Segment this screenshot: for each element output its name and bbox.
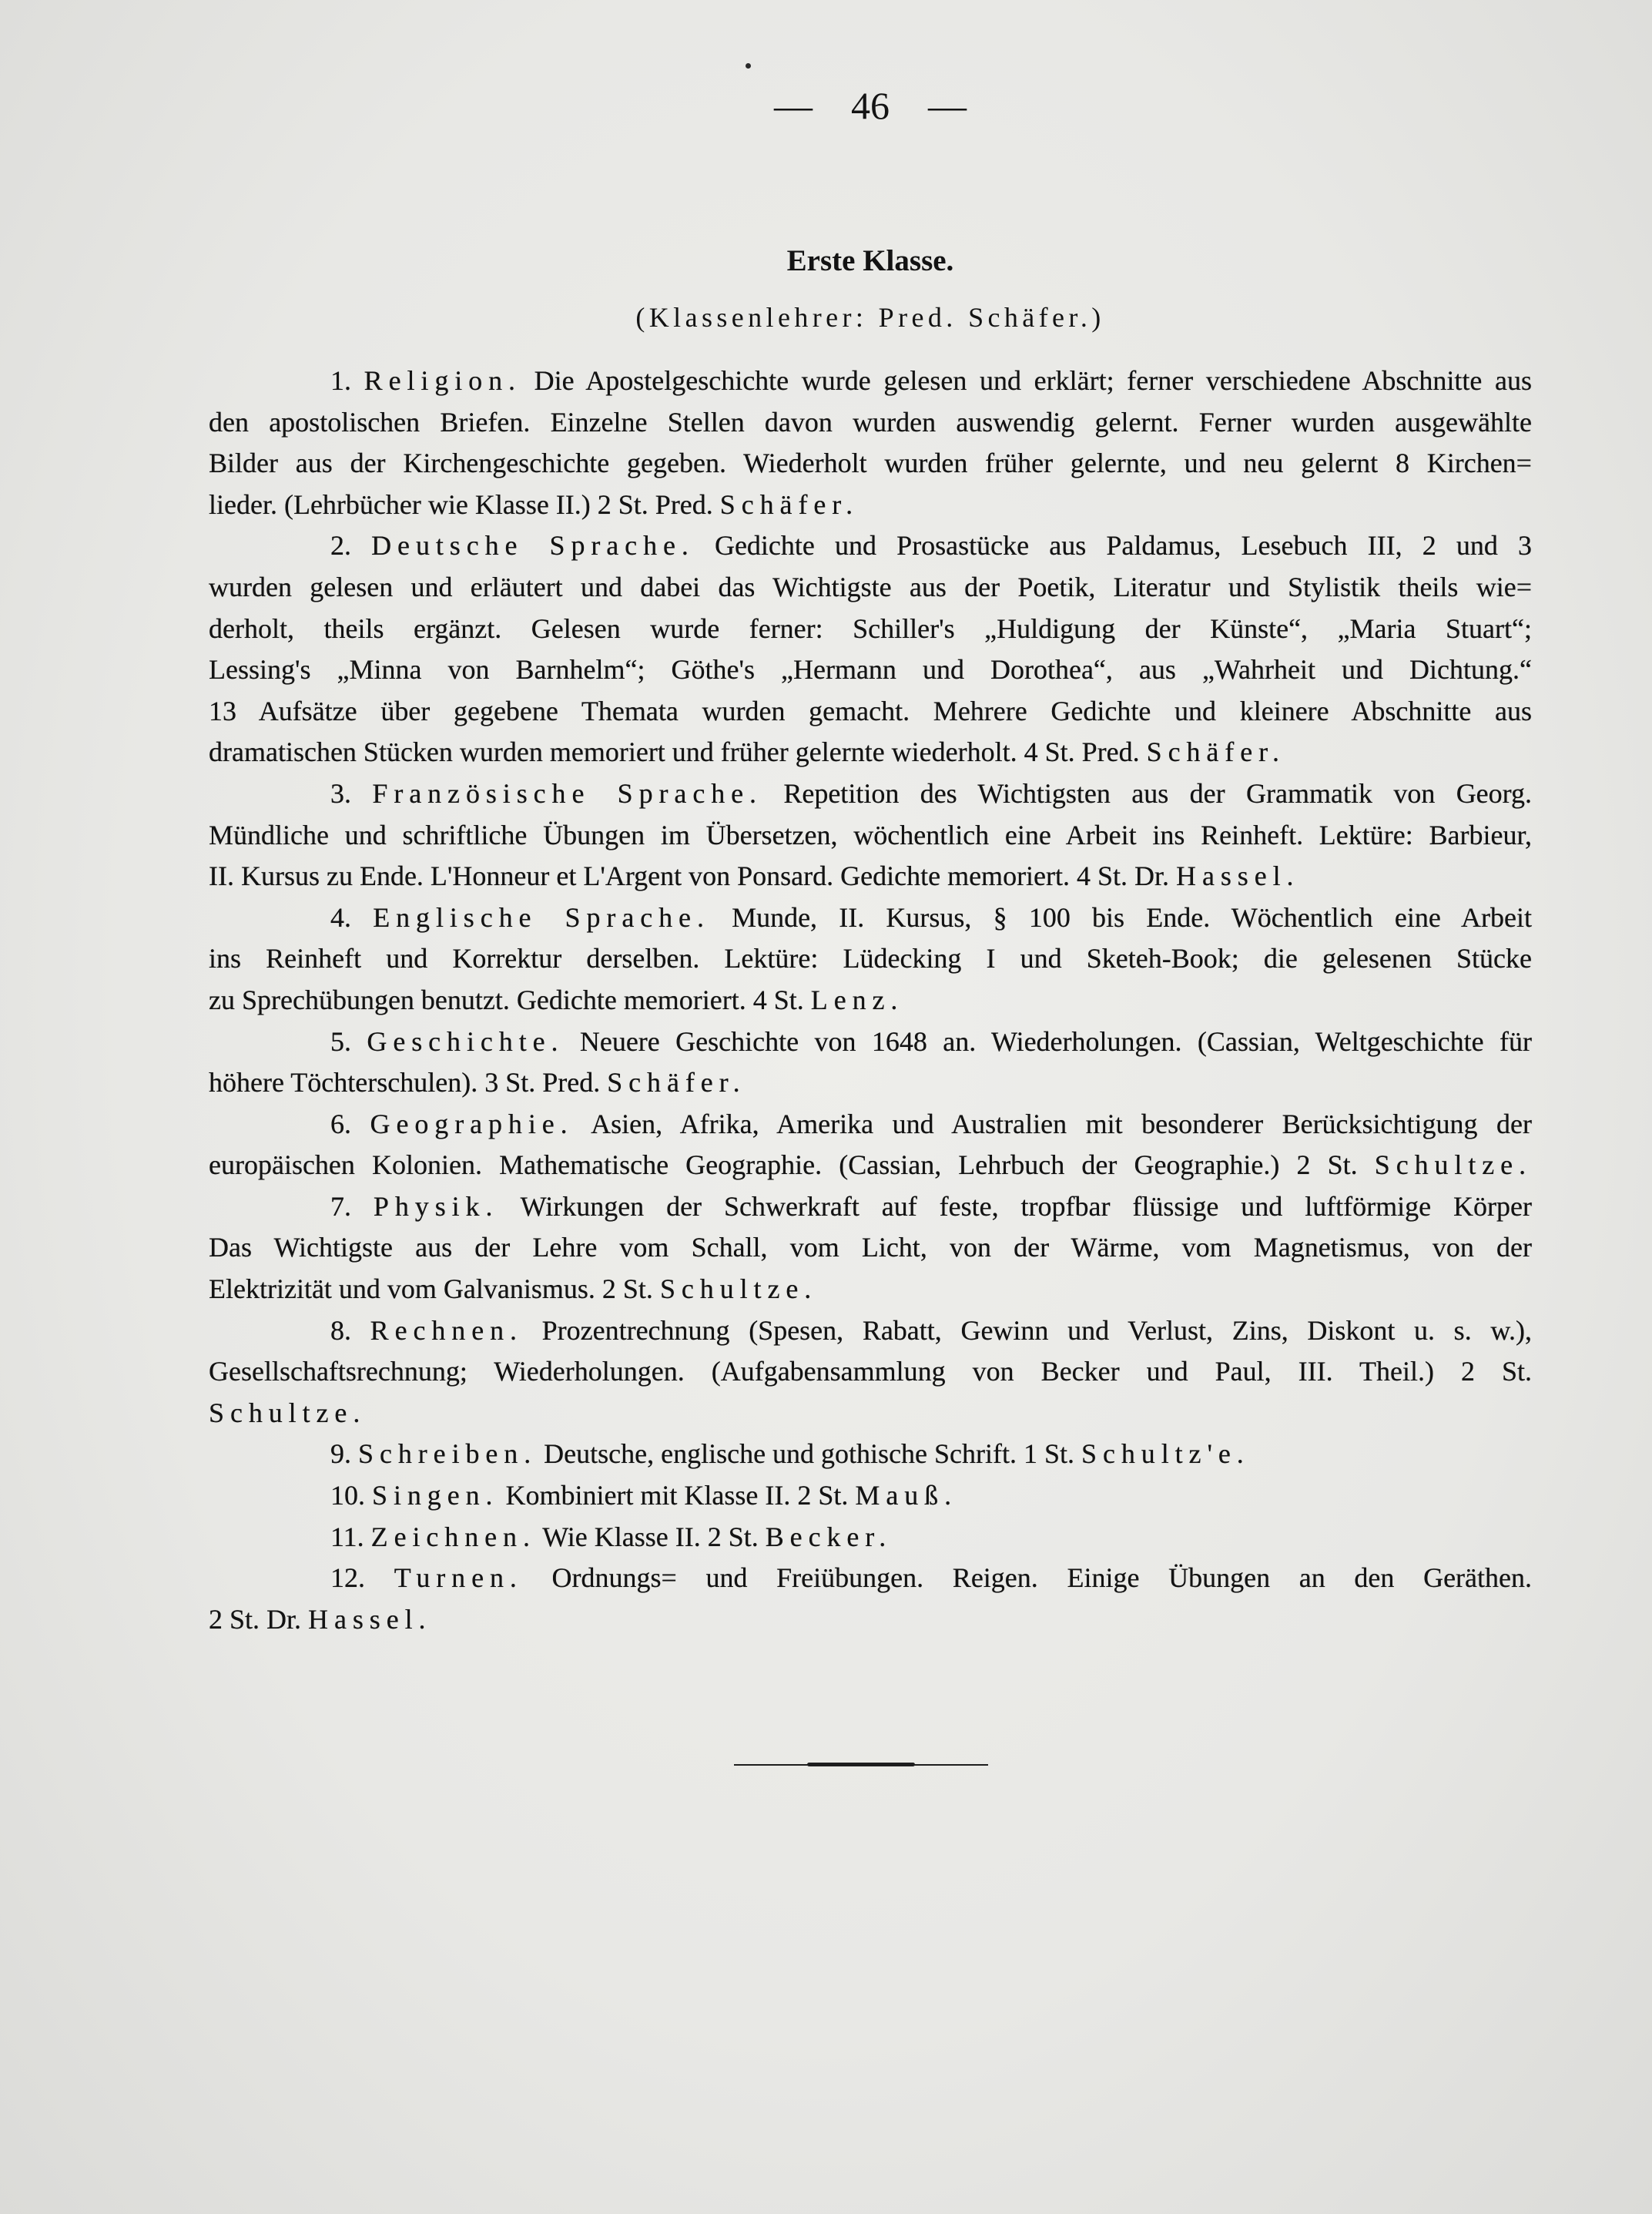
text-segment: II. Kursus zu Ende. L'Honneur et L'Argent von Ponsard. Gedichte memoriert. 4 St. Dr. xyxy=(209,860,1177,892)
text-line xyxy=(209,443,1532,485)
divider-swell xyxy=(807,1763,915,1766)
subject-name: Geschichte. xyxy=(367,1025,565,1057)
text-segment: 11. xyxy=(330,1521,371,1552)
subject-name: Englische Sprache. xyxy=(373,901,710,933)
text-segment: europäischen Kolonien. Mathematische Geographie. (Cassian, Lehrbuch der Geographie.) 2 St. xyxy=(209,1149,1375,1181)
teacher-name: Hassel. xyxy=(1176,860,1300,892)
text-segment: den apostolischen Briefen. Einzelne Stellen davon wurden auswendig gelernt. Ferner wurden ausgewählte xyxy=(209,406,1532,438)
text-line xyxy=(209,361,1532,402)
subject-name: Religion. xyxy=(364,365,521,396)
text-line xyxy=(209,649,1532,691)
text-line xyxy=(209,1393,1532,1434)
text-segment: 4. xyxy=(330,901,374,933)
text-line xyxy=(209,1021,1532,1063)
text-segment: 6. xyxy=(330,1108,370,1139)
entry-rechnen xyxy=(209,1310,1532,1434)
entry-geographie xyxy=(209,1104,1532,1186)
subject-name: Französische Sprache. xyxy=(372,777,762,809)
subject-name: Singen. xyxy=(372,1480,499,1511)
text-line xyxy=(209,773,1532,815)
text-line xyxy=(209,525,1532,567)
section-heading: Erste Klasse. xyxy=(786,244,954,277)
teacher-name: Schultze. xyxy=(659,1273,818,1305)
text-segment: Munde, II. Kursus, § 100 bis Ende. Wöchentlich eine Arbeit xyxy=(709,901,1533,933)
text-segment: zu Sprechübungen benutzt. Gedichte memoriert. 4 St. xyxy=(209,984,811,1015)
teacher-name: Schäfer. xyxy=(607,1067,746,1099)
entry-geschichte xyxy=(209,1021,1532,1104)
text-segment: 5. xyxy=(330,1025,367,1057)
subject-name: Turnen. xyxy=(394,1562,523,1594)
page-number: — 46 — xyxy=(774,84,967,127)
text-line xyxy=(209,1104,1532,1146)
teacher-name: Schäfer. xyxy=(1146,736,1285,768)
text-segment: Wie Klasse II. 2 St. xyxy=(535,1521,766,1552)
course-list xyxy=(209,361,1532,1640)
text-segment: 3. xyxy=(330,777,373,809)
text-segment: Lessing's „Minna von Barnhelm“; Göthe's „Hermann und Dorothea“, aus „Wahrheit und Dichtung.“ xyxy=(209,654,1532,686)
text-segment: Deutsche, englische und gothische Schrift. 1 St. xyxy=(537,1438,1082,1470)
section-divider xyxy=(734,1763,988,1767)
text-segment: 2 St. Dr. xyxy=(209,1603,309,1635)
teacher-name: Lenz. xyxy=(810,984,904,1015)
text-line xyxy=(209,1434,1532,1475)
text-line xyxy=(209,1145,1532,1186)
text-line xyxy=(209,567,1532,609)
text-segment: höhere Töchterschulen). 3 St. Pred. xyxy=(209,1067,608,1099)
text-line xyxy=(209,609,1532,650)
text-segment: Repetition des Wichtigsten aus der Grammatik von Georg. xyxy=(762,777,1533,809)
entry-religion xyxy=(209,361,1532,525)
text-line xyxy=(209,1062,1532,1104)
section-subheading: (Klassenlehrer: Pred. Schäfer.) xyxy=(635,302,1105,333)
entry-turnen xyxy=(209,1558,1532,1640)
text-segment: 12. xyxy=(330,1562,394,1594)
teacher-name: Becker. xyxy=(765,1521,893,1552)
text-segment: Die Apostelgeschichte wurde gelesen und erklärt; ferner verschiedene Abschnitte aus xyxy=(521,365,1532,396)
text-segment: Neuere Geschichte von 1648 an. Wiederholungen. (Cassian, Weltgeschichte für xyxy=(564,1025,1533,1057)
text-line xyxy=(209,1227,1532,1269)
text-line xyxy=(209,1599,1532,1641)
text-segment: Ordnungs= und Freiübungen. Reigen. Einige Übungen an den Geräthen. xyxy=(522,1562,1532,1594)
subject-name: Schreiben. xyxy=(358,1438,538,1470)
text-line xyxy=(209,856,1532,897)
text-line xyxy=(209,732,1532,773)
teacher-name: Schultz'e. xyxy=(1081,1438,1250,1470)
text-segment: Gesellschaftsrechnung; Wiederholungen. (Aufgabensammlung von Becker und Paul, III. Theil.) 2 St. xyxy=(209,1356,1532,1387)
text-line xyxy=(209,980,1532,1021)
teacher-name: Hassel. xyxy=(308,1603,432,1635)
entry-physik xyxy=(209,1186,1532,1310)
text-line xyxy=(209,485,1532,526)
subject-name: Physik. xyxy=(373,1190,499,1222)
teacher-name: Schäfer. xyxy=(719,488,860,520)
text-line xyxy=(209,1517,1532,1558)
teacher-name: Schultze. xyxy=(1374,1149,1532,1181)
teacher-name: Mauß. xyxy=(855,1480,958,1511)
text-segment: wurden gelesen und erläutert und dabei das Wichtigste aus der Poetik, Literatur und Stylistik theils wie= xyxy=(209,571,1532,602)
subject-name: Deutsche Sprache. xyxy=(371,530,695,562)
text-line xyxy=(209,1186,1532,1228)
text-segment: Wirkungen der Schwerkraft auf feste, tropfbar flüssige und luftförmige Körper xyxy=(498,1190,1533,1222)
text-segment: ins Reinheft und Korrektur derselben. Lektüre: Lüdecking I und Sketeh-Book; die gelesenen Stücke xyxy=(209,943,1532,974)
text-segment: derholt, theils ergänzt. Gelesen wurde ferner: Schiller's „Huldigung der Künste“, „Maria Stuart“; xyxy=(209,612,1532,644)
text-segment: 9. xyxy=(330,1438,358,1470)
text-segment: 13 Aufsätze über gegebene Themata wurden gemacht. Mehrere Gedichte und kleinere Abschnitte aus xyxy=(209,695,1532,726)
entry-deutsche-sprache xyxy=(209,525,1532,773)
entry-singen xyxy=(209,1475,1532,1517)
text-segment: Mündliche und schriftliche Übungen im Übersetzen, wöchentlich eine Arbeit ins Reinheft. Lektüre: Barbieur, xyxy=(209,819,1532,850)
subject-name: Geographie. xyxy=(370,1108,574,1139)
text-line xyxy=(209,1475,1532,1517)
text-line xyxy=(209,402,1532,444)
text-segment: Asien, Afrika, Amerika und Australien mit besonderer Berücksichtigung der xyxy=(573,1108,1533,1139)
entry-schreiben xyxy=(209,1434,1532,1475)
text-segment: Prozentrechnung (Spesen, Rabatt, Gewinn und Verlust, Zins, Diskont u. s. w.), xyxy=(522,1314,1532,1346)
entry-englische-sprache xyxy=(209,897,1532,1021)
text-segment: dramatischen Stücken wurden memoriert und früher gelernte wiederholt. 4 St. Pred. xyxy=(209,736,1147,768)
text-segment: Elektrizität und vom Galvanismus. 2 St. xyxy=(209,1273,660,1305)
text-line xyxy=(209,1558,1532,1599)
entry-franzoesische-sprache xyxy=(209,773,1532,897)
text-line xyxy=(209,1351,1532,1393)
text-line xyxy=(209,897,1532,939)
text-segment: Gedichte und Prosastücke aus Paldamus, Lesebuch III, 2 und 3 xyxy=(694,530,1532,562)
text-line xyxy=(209,1310,1532,1352)
ink-speck xyxy=(746,63,751,69)
text-segment: Bilder aus der Kirchengeschichte gegeben. Wiederholt wurden früher gelernte, und neu gelernt 8 Kirchen= xyxy=(209,448,1532,479)
text-segment: 8. xyxy=(330,1314,370,1346)
text-line xyxy=(209,1269,1532,1310)
text-line xyxy=(209,691,1532,733)
text-segment: 7. xyxy=(330,1190,374,1222)
teacher-name: Schultze. xyxy=(209,1397,367,1428)
subject-name: Rechnen. xyxy=(370,1314,523,1346)
text-segment: 1. xyxy=(330,365,364,396)
text-segment: Kombiniert mit Klasse II. 2 St. xyxy=(498,1480,856,1511)
text-segment: 10. xyxy=(330,1480,372,1511)
text-segment: 2. xyxy=(330,530,372,562)
text-segment: Das Wichtigste aus der Lehre vom Schall, vom Licht, von der Wärme, vom Magnetismus, von der xyxy=(209,1232,1532,1263)
text-segment: lieder. (Lehrbücher wie Klasse II.) 2 St. Pred. xyxy=(209,488,720,520)
entry-zeichnen xyxy=(209,1517,1532,1558)
text-line xyxy=(209,938,1532,980)
subject-name: Zeichnen. xyxy=(370,1521,536,1552)
text-line xyxy=(209,815,1532,857)
